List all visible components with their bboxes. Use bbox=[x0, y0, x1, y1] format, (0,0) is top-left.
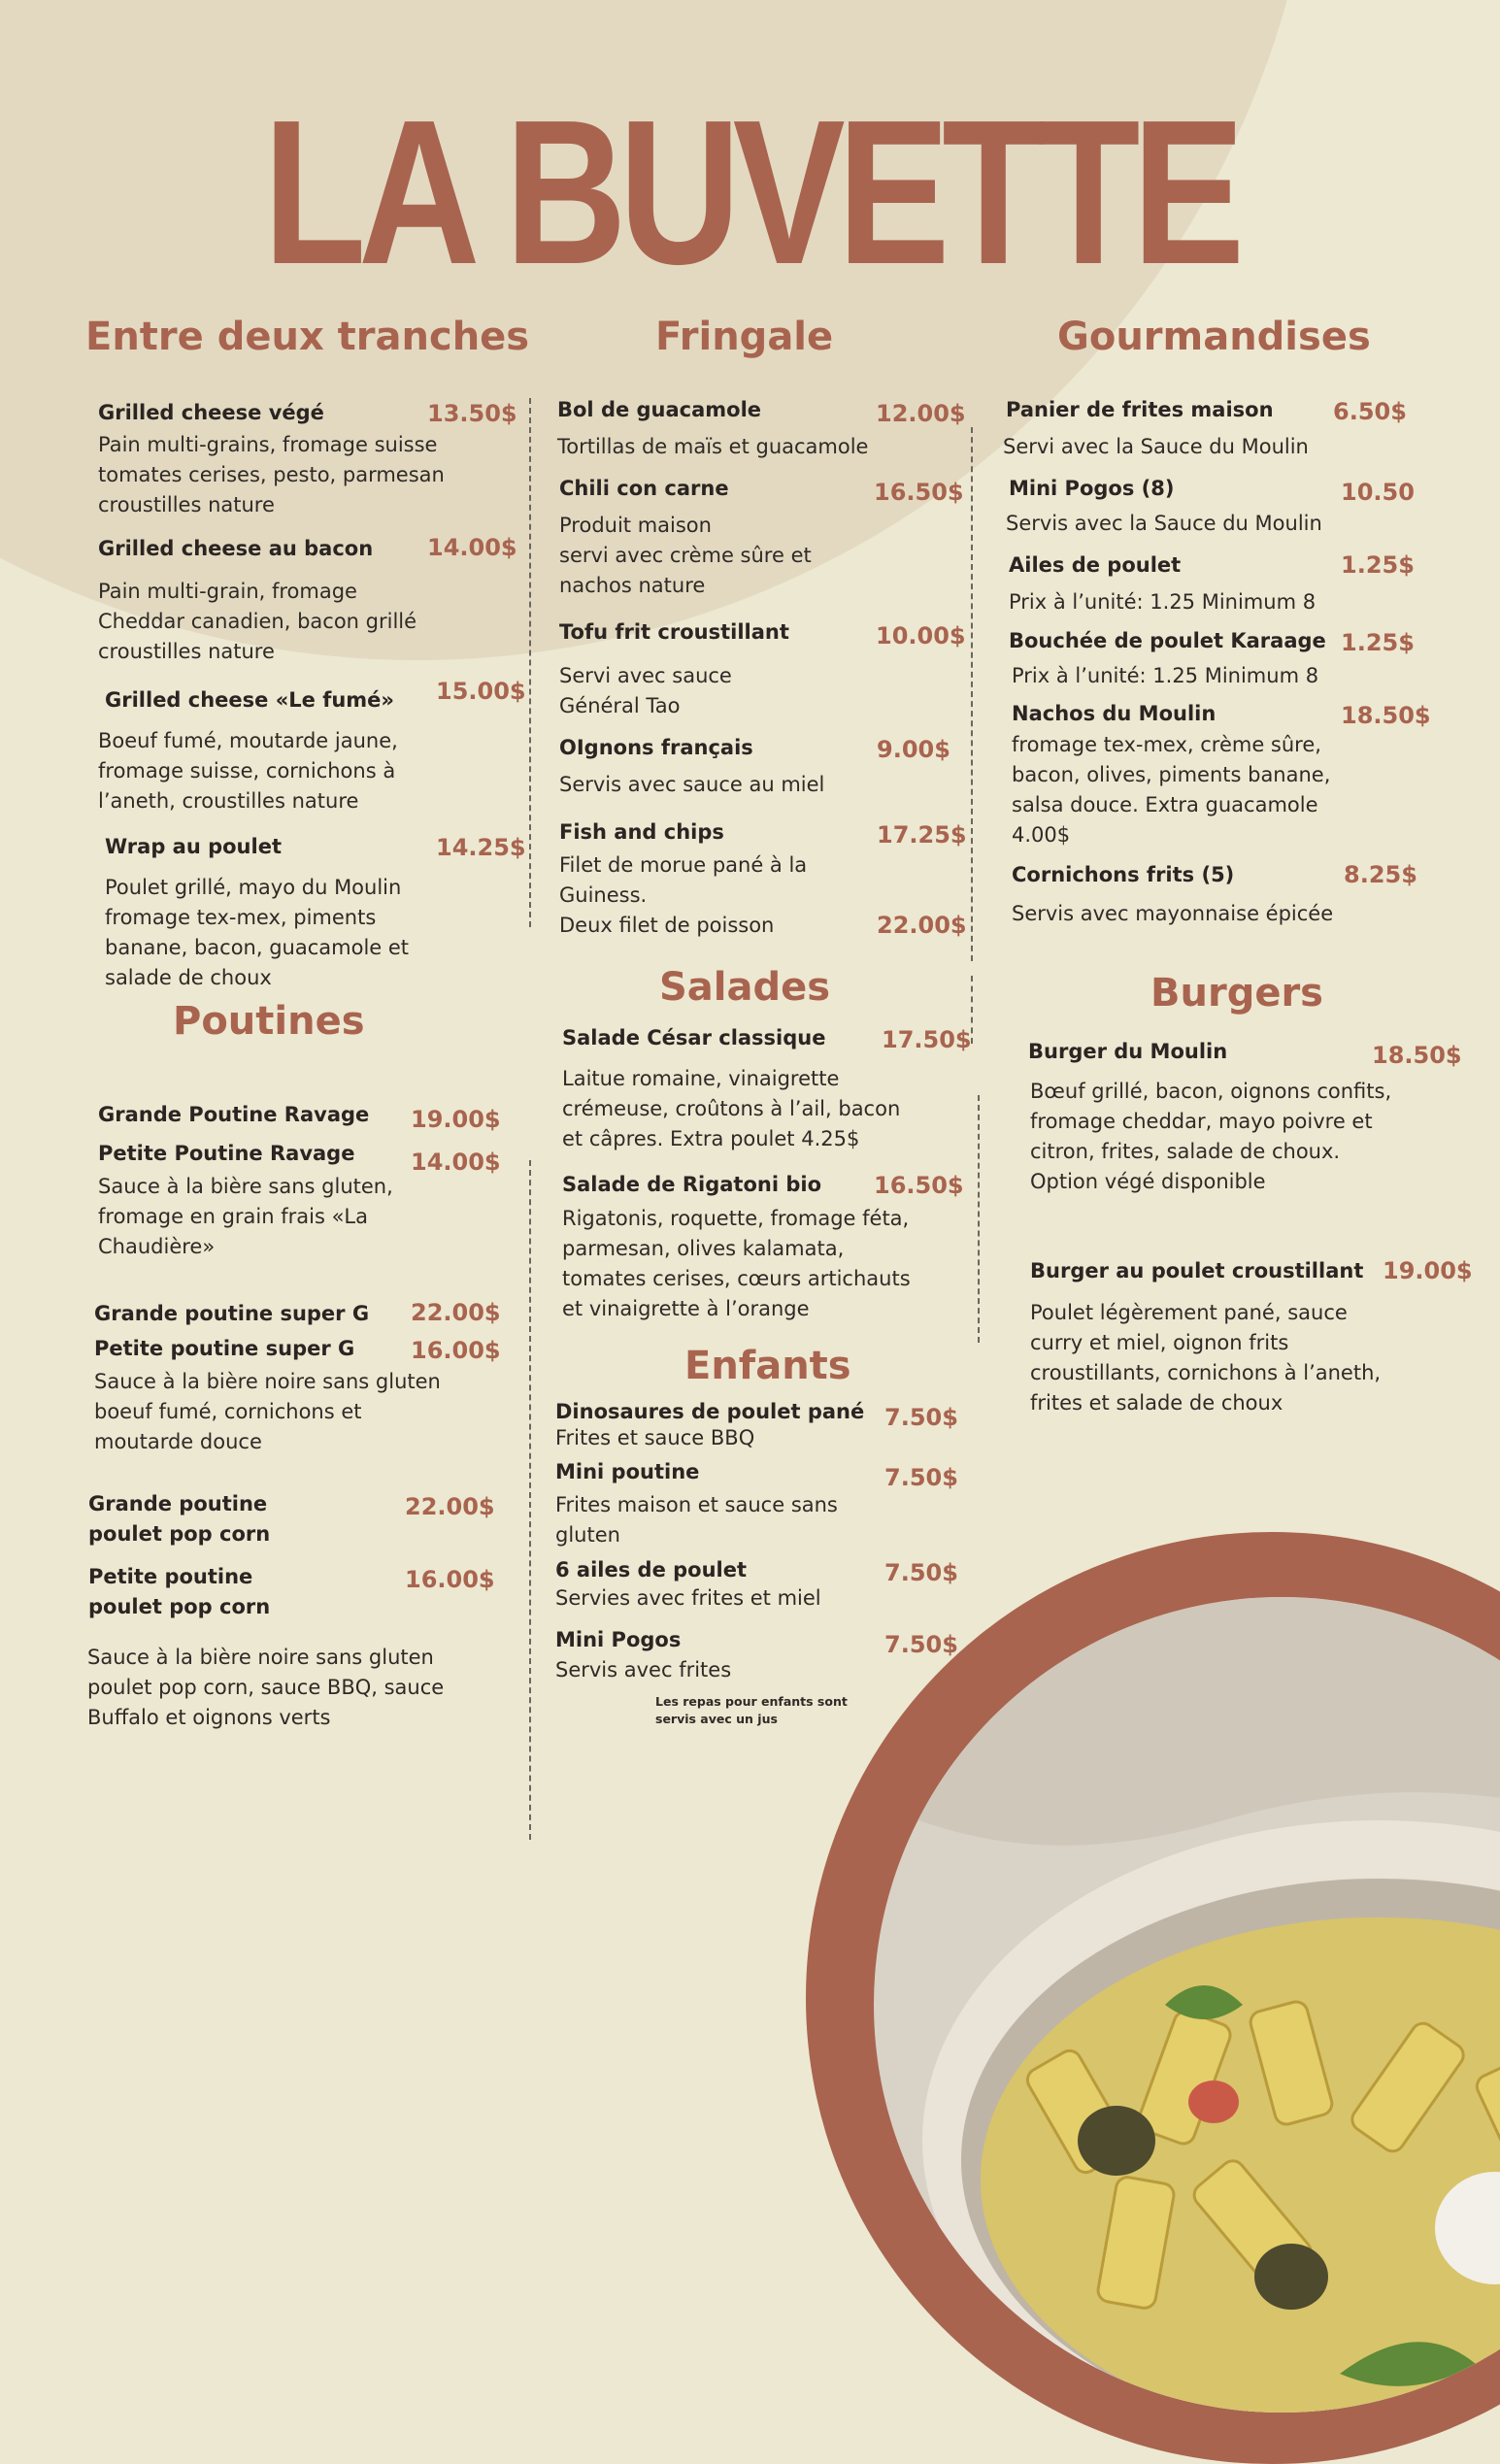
item-price: 16.50$ bbox=[874, 479, 964, 506]
item-name: Mini poutine bbox=[555, 1460, 700, 1483]
item-description: Servis avec frites bbox=[555, 1658, 732, 1682]
item-description: Sauce à la bière noire sans gluten boeuf fumé, cornichons et moutarde douce bbox=[94, 1370, 441, 1453]
item-name: Chili con carne bbox=[559, 477, 729, 500]
item-description: Pain multi-grain, fromage Cheddar canadien, bacon grillé croustilles nature bbox=[98, 580, 417, 663]
section-heading-gourmandises: Gourmandises bbox=[1057, 315, 1371, 359]
kids-note: Les repas pour enfants sont servis avec un jus bbox=[655, 1694, 848, 1726]
item-price: 17.25$ bbox=[877, 821, 967, 849]
item-price: 7.50$ bbox=[884, 1464, 958, 1491]
item-description: Sauce à la bière noire sans gluten poulet pop corn, sauce BBQ, sauce Buffalo et oignons verts bbox=[87, 1646, 445, 1729]
restaurant-title: LA BUVETTE bbox=[263, 77, 1237, 307]
item-description: Prix à l’unité: 1.25 Minimum 8 bbox=[1012, 664, 1319, 687]
section-heading-fringale: Fringale bbox=[655, 315, 834, 359]
item-price: 15.00$ bbox=[436, 678, 526, 705]
item-name: Grande poutine super G bbox=[94, 1302, 370, 1325]
item-price: 18.50$ bbox=[1372, 1042, 1462, 1069]
item-name: Mini Pogos (8) bbox=[1009, 477, 1175, 500]
item-name: Cornichons frits (5) bbox=[1012, 863, 1235, 886]
item-price: 12.00$ bbox=[876, 400, 966, 427]
column-divider bbox=[529, 1160, 531, 1840]
item-price: 1.25$ bbox=[1341, 629, 1415, 656]
item-name: Petite Poutine Ravage bbox=[98, 1142, 355, 1165]
item-description: Rigatonis, roquette, fromage féta, parmesan, olives kalamata, tomates cerises, cœurs artichauts et vinaigrette à l’orange bbox=[562, 1207, 911, 1320]
item-price: 22.00$ bbox=[411, 1299, 501, 1326]
item-name: Nachos du Moulin bbox=[1012, 702, 1217, 725]
item-price: 1.25$ bbox=[1341, 551, 1415, 579]
item-description: Servi avec sauce Général Tao bbox=[559, 664, 732, 717]
item-name: Salade de Rigatoni bio bbox=[562, 1173, 821, 1196]
item-name: Grilled cheese végé bbox=[98, 401, 324, 424]
item-description: Bœuf grillé, bacon, oignons confits, fromage cheddar, mayo poivre et citron, frites, salade de choux. Option végé disponible bbox=[1030, 1080, 1392, 1193]
item-price: 8.25$ bbox=[1344, 861, 1417, 888]
section-heading-entre-deux-tranches: Entre deux tranches bbox=[85, 315, 530, 359]
item-price: 14.25$ bbox=[436, 834, 526, 861]
section-heading-burgers: Burgers bbox=[1150, 971, 1323, 1016]
item-name: OIgnons français bbox=[559, 736, 753, 759]
item-description: Servis avec sauce au miel bbox=[559, 773, 825, 796]
item-description: fromage tex-mex, crème sûre, bacon, olives, piments banane, salsa douce. Extra guacamole 4.00$ bbox=[1012, 733, 1331, 847]
column-divider bbox=[978, 1095, 980, 1343]
item-name: Tofu frit croustillant bbox=[559, 620, 789, 644]
item-description: Poulet légèrement pané, sauce curry et miel, oignon frits croustillants, cornichons à l’aneth, frites et salade de choux bbox=[1030, 1301, 1382, 1415]
item-price: 6.50$ bbox=[1333, 398, 1407, 425]
item-price: 7.50$ bbox=[884, 1404, 958, 1431]
item-name: Fish and chips bbox=[559, 820, 724, 844]
item-description: Produit maison servi avec crème sûre et nachos nature bbox=[559, 514, 812, 597]
item-price: 14.00$ bbox=[427, 534, 517, 561]
item-price-large: 22.00$ bbox=[877, 912, 967, 939]
item-name: Burger au poulet croustillant bbox=[1030, 1259, 1364, 1282]
column-divider bbox=[971, 427, 973, 961]
item-price: 14.00$ bbox=[411, 1149, 501, 1176]
item-name: Panier de frites maison bbox=[1006, 398, 1274, 421]
item-price: 22.00$ bbox=[405, 1493, 495, 1520]
item-description: Prix à l’unité: 1.25 Minimum 8 bbox=[1009, 590, 1317, 614]
item-name: Bol de guacamole bbox=[557, 398, 762, 421]
item-name: Grilled cheese au bacon bbox=[98, 537, 374, 560]
section-heading-salades: Salades bbox=[659, 965, 831, 1010]
item-name: Dinosaures de poulet pané bbox=[555, 1400, 865, 1423]
item-description: Frites maison et sauce sans gluten bbox=[555, 1493, 838, 1547]
item-description: Servis avec mayonnaise épicée bbox=[1012, 902, 1334, 925]
item-price: 18.50$ bbox=[1341, 702, 1431, 729]
item-description: Laitue romaine, vinaigrette crémeuse, croûtons à l’ail, bacon et câpres. Extra poulet 4.25$ bbox=[562, 1067, 901, 1150]
item-price: 16.00$ bbox=[405, 1566, 495, 1593]
item-price: 10.00$ bbox=[876, 622, 966, 649]
item-price: 10.50 bbox=[1341, 479, 1415, 506]
item-description: Pain multi-grains, fromage suisse tomates cerises, pesto, parmesan croustilles nature bbox=[98, 433, 445, 516]
item-name: Mini Pogos bbox=[555, 1628, 682, 1651]
item-description: Filet de morue pané à la Guiness. Deux filet de poisson bbox=[559, 853, 808, 937]
item-price: 13.50$ bbox=[427, 400, 517, 427]
item-name: Burger du Moulin bbox=[1028, 1040, 1228, 1063]
item-name: Petite poutine poulet pop corn bbox=[88, 1565, 271, 1618]
item-name: Salade César classique bbox=[562, 1026, 826, 1049]
item-description: Servies avec frites et miel bbox=[555, 1586, 821, 1610]
item-name: Petite poutine super G bbox=[94, 1337, 355, 1360]
item-name: Bouchée de poulet Karaage bbox=[1009, 629, 1326, 652]
item-description: Tortillas de maïs et guacamole bbox=[557, 435, 869, 458]
item-description: Sauce à la bière sans gluten, fromage en grain frais «La Chaudière» bbox=[98, 1175, 393, 1258]
item-price: 19.00$ bbox=[1383, 1257, 1473, 1284]
item-description: Poulet grillé, mayo du Moulin fromage tex-mex, piments banane, bacon, guacamole et salade de choux bbox=[105, 876, 410, 989]
section-heading-poutines: Poutines bbox=[173, 999, 365, 1044]
item-price: 9.00$ bbox=[877, 736, 950, 763]
item-name: Wrap au poulet bbox=[105, 835, 282, 858]
item-price: 16.00$ bbox=[411, 1337, 501, 1364]
item-price: 16.50$ bbox=[874, 1172, 964, 1199]
item-description: Boeuf fumé, moutarde jaune, fromage suisse, cornichons à l’aneth, croustilles nature bbox=[98, 729, 398, 813]
item-description: Servi avec la Sauce du Moulin bbox=[1003, 435, 1309, 458]
section-heading-enfants: Enfants bbox=[684, 1344, 851, 1388]
item-name: Ailes de poulet bbox=[1009, 553, 1182, 577]
item-price: 19.00$ bbox=[411, 1106, 501, 1133]
item-price: 7.50$ bbox=[884, 1559, 958, 1586]
item-description: Frites et sauce BBQ bbox=[555, 1426, 755, 1449]
item-name: 6 ailes de poulet bbox=[555, 1558, 748, 1582]
item-price: 7.50$ bbox=[884, 1631, 958, 1658]
item-name: Grande poutine poulet pop corn bbox=[88, 1492, 271, 1546]
item-price: 17.50$ bbox=[882, 1026, 972, 1053]
item-name: Grilled cheese «Le fumé» bbox=[105, 688, 394, 712]
item-name: Grande Poutine Ravage bbox=[98, 1103, 370, 1126]
item-description: Servis avec la Sauce du Moulin bbox=[1006, 512, 1322, 535]
column-divider bbox=[529, 398, 531, 927]
